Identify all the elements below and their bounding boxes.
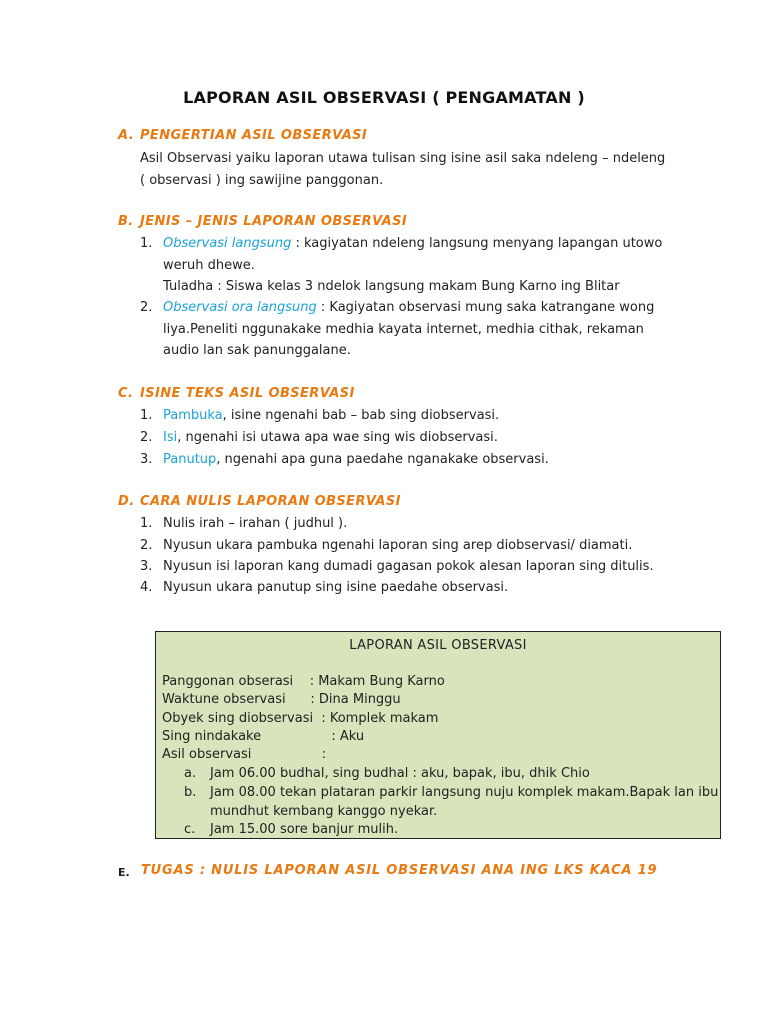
box-result-a: Jam 06.00 budhal, sing budhal : aku, bapak, ibu, dhik Chio — [210, 766, 590, 781]
section-d-heading — [118, 494, 401, 509]
section-b-item-1-number: 1. — [140, 236, 153, 251]
section-d-item-3: Nyusun isi laporan kang dumadi gagasan pokok alesan laporan sing ditulis. — [163, 559, 654, 574]
section-b-item-2-line-3: audio lan sak panunggalane. — [163, 343, 351, 358]
section-d-item-4: Nyusun ukara panutup sing isine paedahe observasi. — [163, 580, 509, 595]
section-b-item-2-number: 2. — [140, 300, 153, 315]
section-a-line-2: ( observasi ) ing sawijine panggonan. — [140, 173, 384, 188]
section-b-item-2-term: Observasi ora langsung — [163, 300, 317, 315]
box-row-time-label: Waktune observasi — [162, 692, 286, 707]
section-b-item-1-line-3: Tuladha : Siswa kelas 3 ndelok langsung makam Bung Karno ing Blitar — [163, 279, 620, 294]
section-d-heading-text: CARA NULIS LAPORAN OBSERVASI — [140, 494, 401, 509]
box-row-time-value: : Dina Minggu — [285, 692, 401, 707]
box-row-performer-value: : Aku — [261, 729, 365, 744]
box-result-c: Jam 15.00 sore banjur mulih. — [210, 822, 399, 837]
section-b-heading-text: JENIS – JENIS LAPORAN OBSERVASI — [140, 214, 408, 229]
section-c-heading-text: ISINE TEKS ASIL OBSERVASI — [140, 386, 355, 401]
section-c-letter: C. — [118, 386, 134, 401]
section-d-item-1: Nulis irah – irahan ( judhul ). — [163, 516, 348, 531]
section-d-letter: D. — [118, 494, 135, 509]
section-d-item-1-number: 1. — [140, 516, 153, 531]
box-result-a-letter: a. — [184, 766, 197, 781]
box-row-place-label: Panggonan obserasi — [162, 674, 294, 689]
section-c-item-2-rest: , ngenahi isi utawa apa wae sing wis diobservasi. — [177, 430, 498, 445]
section-c-item-1 — [163, 408, 499, 424]
section-b-item-2 — [163, 300, 654, 316]
section-c-item-1-number: 1. — [140, 408, 153, 423]
section-c-item-3-number: 3. — [140, 452, 153, 467]
box-result-b-line-1: Jam 08.00 tekan plataran parkir langsung nuju komplek makam.Bapak lan ibu — [210, 785, 719, 800]
box-row-object — [162, 711, 438, 727]
box-row-result — [162, 747, 326, 763]
section-d-item-2: Nyusun ukara pambuka ngenahi laporan sing arep diobservasi/ diamati. — [163, 538, 633, 553]
section-c-heading — [118, 386, 355, 401]
section-e-letter: E. — [118, 866, 130, 879]
box-row-object-value: : Komplek makam — [313, 711, 439, 726]
box-row-place-value: : Makam Bung Karno — [293, 674, 445, 689]
box-row-performer — [162, 729, 364, 745]
section-c-item-1-term: Pambuka — [163, 408, 223, 423]
box-result-b-line-2: mundhut kembang kanggo nyekar. — [210, 804, 438, 819]
section-e-heading: TUGAS : NULIS LAPORAN ASIL OBSERVASI ANA ING LKS KACA 19 — [141, 863, 658, 878]
section-b-item-1-rest: : kagiyatan ndeleng langsung menyang lapangan utowo — [291, 236, 663, 251]
document-title: LAPORAN ASIL OBSERVASI ( PENGAMATAN ) — [183, 88, 585, 107]
section-c-item-1-rest: , isine ngenahi bab – bab sing diobservasi. — [222, 408, 500, 423]
box-result-c-letter: c. — [184, 822, 196, 837]
section-c-item-2 — [163, 430, 498, 446]
section-c-item-2-term: Isi — [163, 430, 178, 445]
section-a-line-1: Asil Observasi yaiku laporan utawa tulisan sing isine asil saka ndeleng – ndeleng — [140, 151, 666, 166]
box-row-time — [162, 692, 401, 708]
box-row-performer-label: Sing nindakake — [162, 729, 262, 744]
section-a-letter: A. — [118, 128, 135, 143]
box-row-object-label: Obyek sing diobservasi — [162, 711, 314, 726]
section-b-item-1 — [163, 236, 662, 252]
section-d-item-2-number: 2. — [140, 538, 153, 553]
section-d-item-4-number: 4. — [140, 580, 153, 595]
section-b-item-1-line-2: weruh dhewe. — [163, 258, 255, 273]
section-b-item-1-term: Observasi langsung — [163, 236, 292, 251]
section-b-letter: B. — [118, 214, 134, 229]
observation-report-box-title: LAPORAN ASIL OBSERVASI — [349, 638, 527, 653]
section-b-heading — [118, 214, 407, 229]
box-row-result-label: Asil observasi — [162, 747, 252, 762]
section-d-item-3-number: 3. — [140, 559, 153, 574]
box-result-b-letter: b. — [184, 785, 197, 800]
section-c-item-2-number: 2. — [140, 430, 153, 445]
section-b-item-2-rest: : Kagiyatan observasi mung saka katrangane wong — [316, 300, 655, 315]
section-a-heading-text: PENGERTIAN ASIL OBSERVASI — [140, 128, 368, 143]
observation-report-box — [155, 631, 721, 839]
box-row-result-value: : — [251, 747, 327, 762]
section-a-heading — [118, 128, 367, 143]
section-b-item-2-line-2: liya.Peneliti nggunakake medhia kayata internet, medhia cithak, rekaman — [163, 322, 644, 337]
section-c-item-3 — [163, 452, 549, 468]
section-c-item-3-term: Panutup — [163, 452, 217, 467]
box-row-place — [162, 674, 445, 690]
section-c-item-3-rest: , ngenahi apa guna paedahe nganakake observasi. — [216, 452, 549, 467]
